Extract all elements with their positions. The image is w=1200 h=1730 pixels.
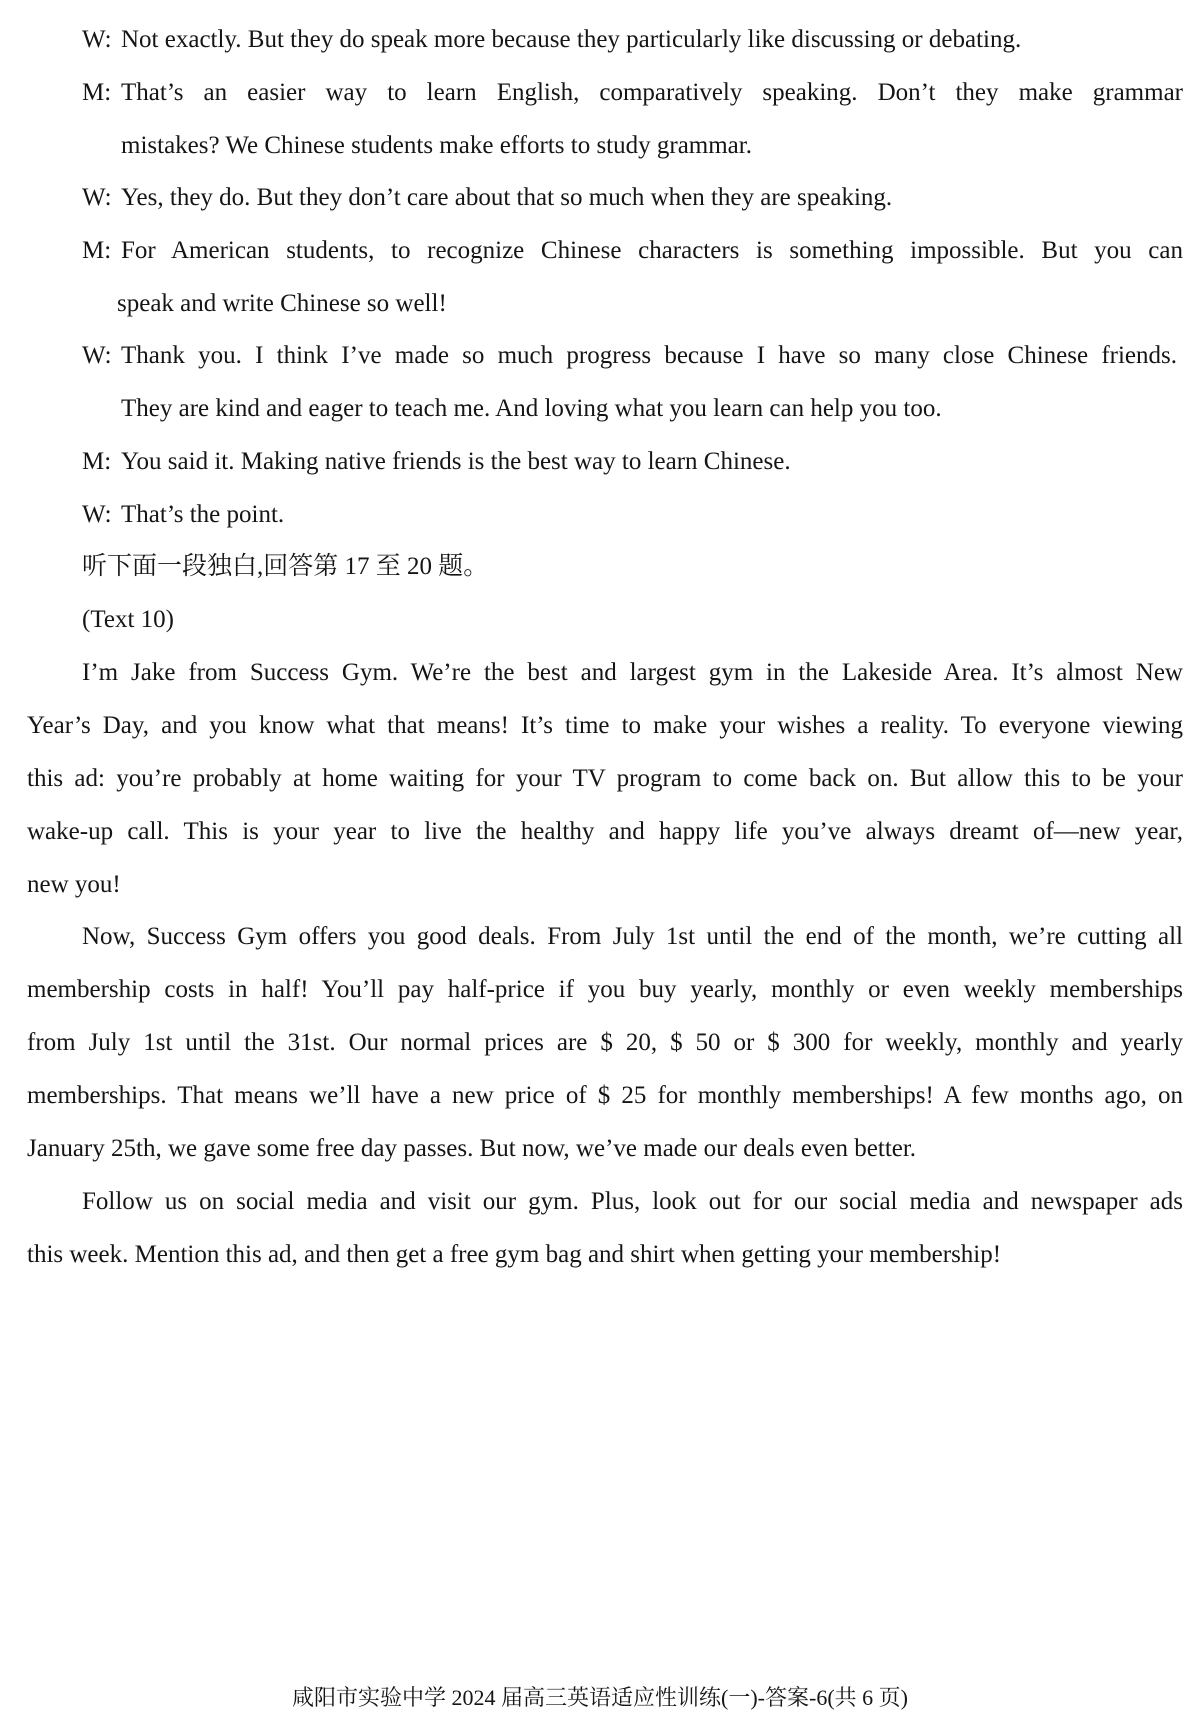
text-label: (Text 10): [82, 606, 174, 633]
section-instruction: 听下面一段独白,回答第 17 至 20 题。: [82, 553, 489, 580]
dialogue-text: mistakes? We Chinese students make efforts to study grammar.: [121, 132, 752, 159]
dialogue-line-w3-cont: [121, 394, 942, 424]
monologue-line: new you!: [27, 871, 121, 898]
dialogue-text: For American students, to recognize Chinese characters is something impossible. But you can: [121, 237, 1183, 264]
dialogue-text: That’s an easier way to learn English, comparatively speaking. Don’t they make grammar: [121, 79, 1183, 106]
monologue-line: Year’s Day, and you know what that means! It’s time to make your wishes a reality. To everyone viewing: [27, 712, 1183, 739]
monologue-line: Now, Success Gym offers you good deals. From July 1st until the end of the month, we’re cutting all: [82, 923, 1183, 950]
dialogue-line-m3: [82, 447, 791, 477]
monologue-line: January 25th, we gave some free day passes. But now, we’ve made our deals even better.: [27, 1135, 917, 1162]
dialogue-text: That’s the point.: [121, 501, 285, 528]
speaker-label: W:: [82, 501, 112, 528]
dialogue-text: Thank you. I think I’ve made so much progress because I have so many close Chinese friends.: [121, 342, 1177, 369]
monologue-line: this ad: you’re probably at home waiting for your TV program to come back on. But allow this to be your: [27, 765, 1183, 792]
dialogue-line-w3: [82, 341, 1177, 371]
dialogue-text: Not exactly. But they do speak more because they particularly like discussing or debating.: [121, 26, 1022, 53]
speaker-label: M:: [82, 79, 112, 106]
speaker-label: W:: [82, 342, 112, 369]
dialogue-text: speak and write Chinese so well!: [117, 290, 447, 317]
monologue-line: I’m Jake from Success Gym. We’re the best and largest gym in the Lakeside Area. It’s almost New: [82, 659, 1183, 686]
dialogue-text: They are kind and eager to teach me. And loving what you learn can help you too.: [121, 395, 942, 422]
dialogue-line-m1: [82, 78, 1183, 108]
page-footer: 咸阳市实验中学 2024 届高三英语适应性训练(一)-答案-6(共 6 页): [292, 1685, 908, 1710]
dialogue-line-w1: [82, 25, 1021, 55]
dialogue-line-m2-cont: [117, 289, 447, 319]
speaker-label: M:: [82, 237, 112, 264]
speaker-label: W:: [82, 26, 112, 53]
monologue-line: memberships. That means we’ll have a new price of $ 25 for monthly memberships! A few months ago, on: [27, 1082, 1183, 1109]
dialogue-line-w2: [82, 183, 892, 213]
dialogue-line-w4: [82, 500, 284, 530]
dialogue-line-m2: [82, 236, 1183, 266]
dialogue-text: You said it. Making native friends is the best way to learn Chinese.: [121, 448, 791, 475]
monologue-line: membership costs in half! You’ll pay half-price if you buy yearly, monthly or even weekly memberships: [27, 976, 1183, 1003]
monologue-line: Follow us on social media and visit our gym. Plus, look out for our social media and newspaper ads: [82, 1188, 1183, 1215]
speaker-label: W:: [82, 184, 112, 211]
monologue-line: wake-up call. This is your year to live the healthy and happy life you’ve always dreamt of—new year,: [27, 818, 1183, 845]
monologue-line: this week. Mention this ad, and then get a free gym bag and shirt when getting your membership!: [27, 1241, 1002, 1268]
monologue-line: from July 1st until the 31st. Our normal prices are $ 20, $ 50 or $ 300 for weekly, monthly and yearly: [27, 1029, 1183, 1056]
speaker-label: M:: [82, 448, 112, 475]
dialogue-line-m1-cont: [121, 131, 752, 161]
dialogue-text: Yes, they do. But they don’t care about that so much when they are speaking.: [121, 184, 893, 211]
